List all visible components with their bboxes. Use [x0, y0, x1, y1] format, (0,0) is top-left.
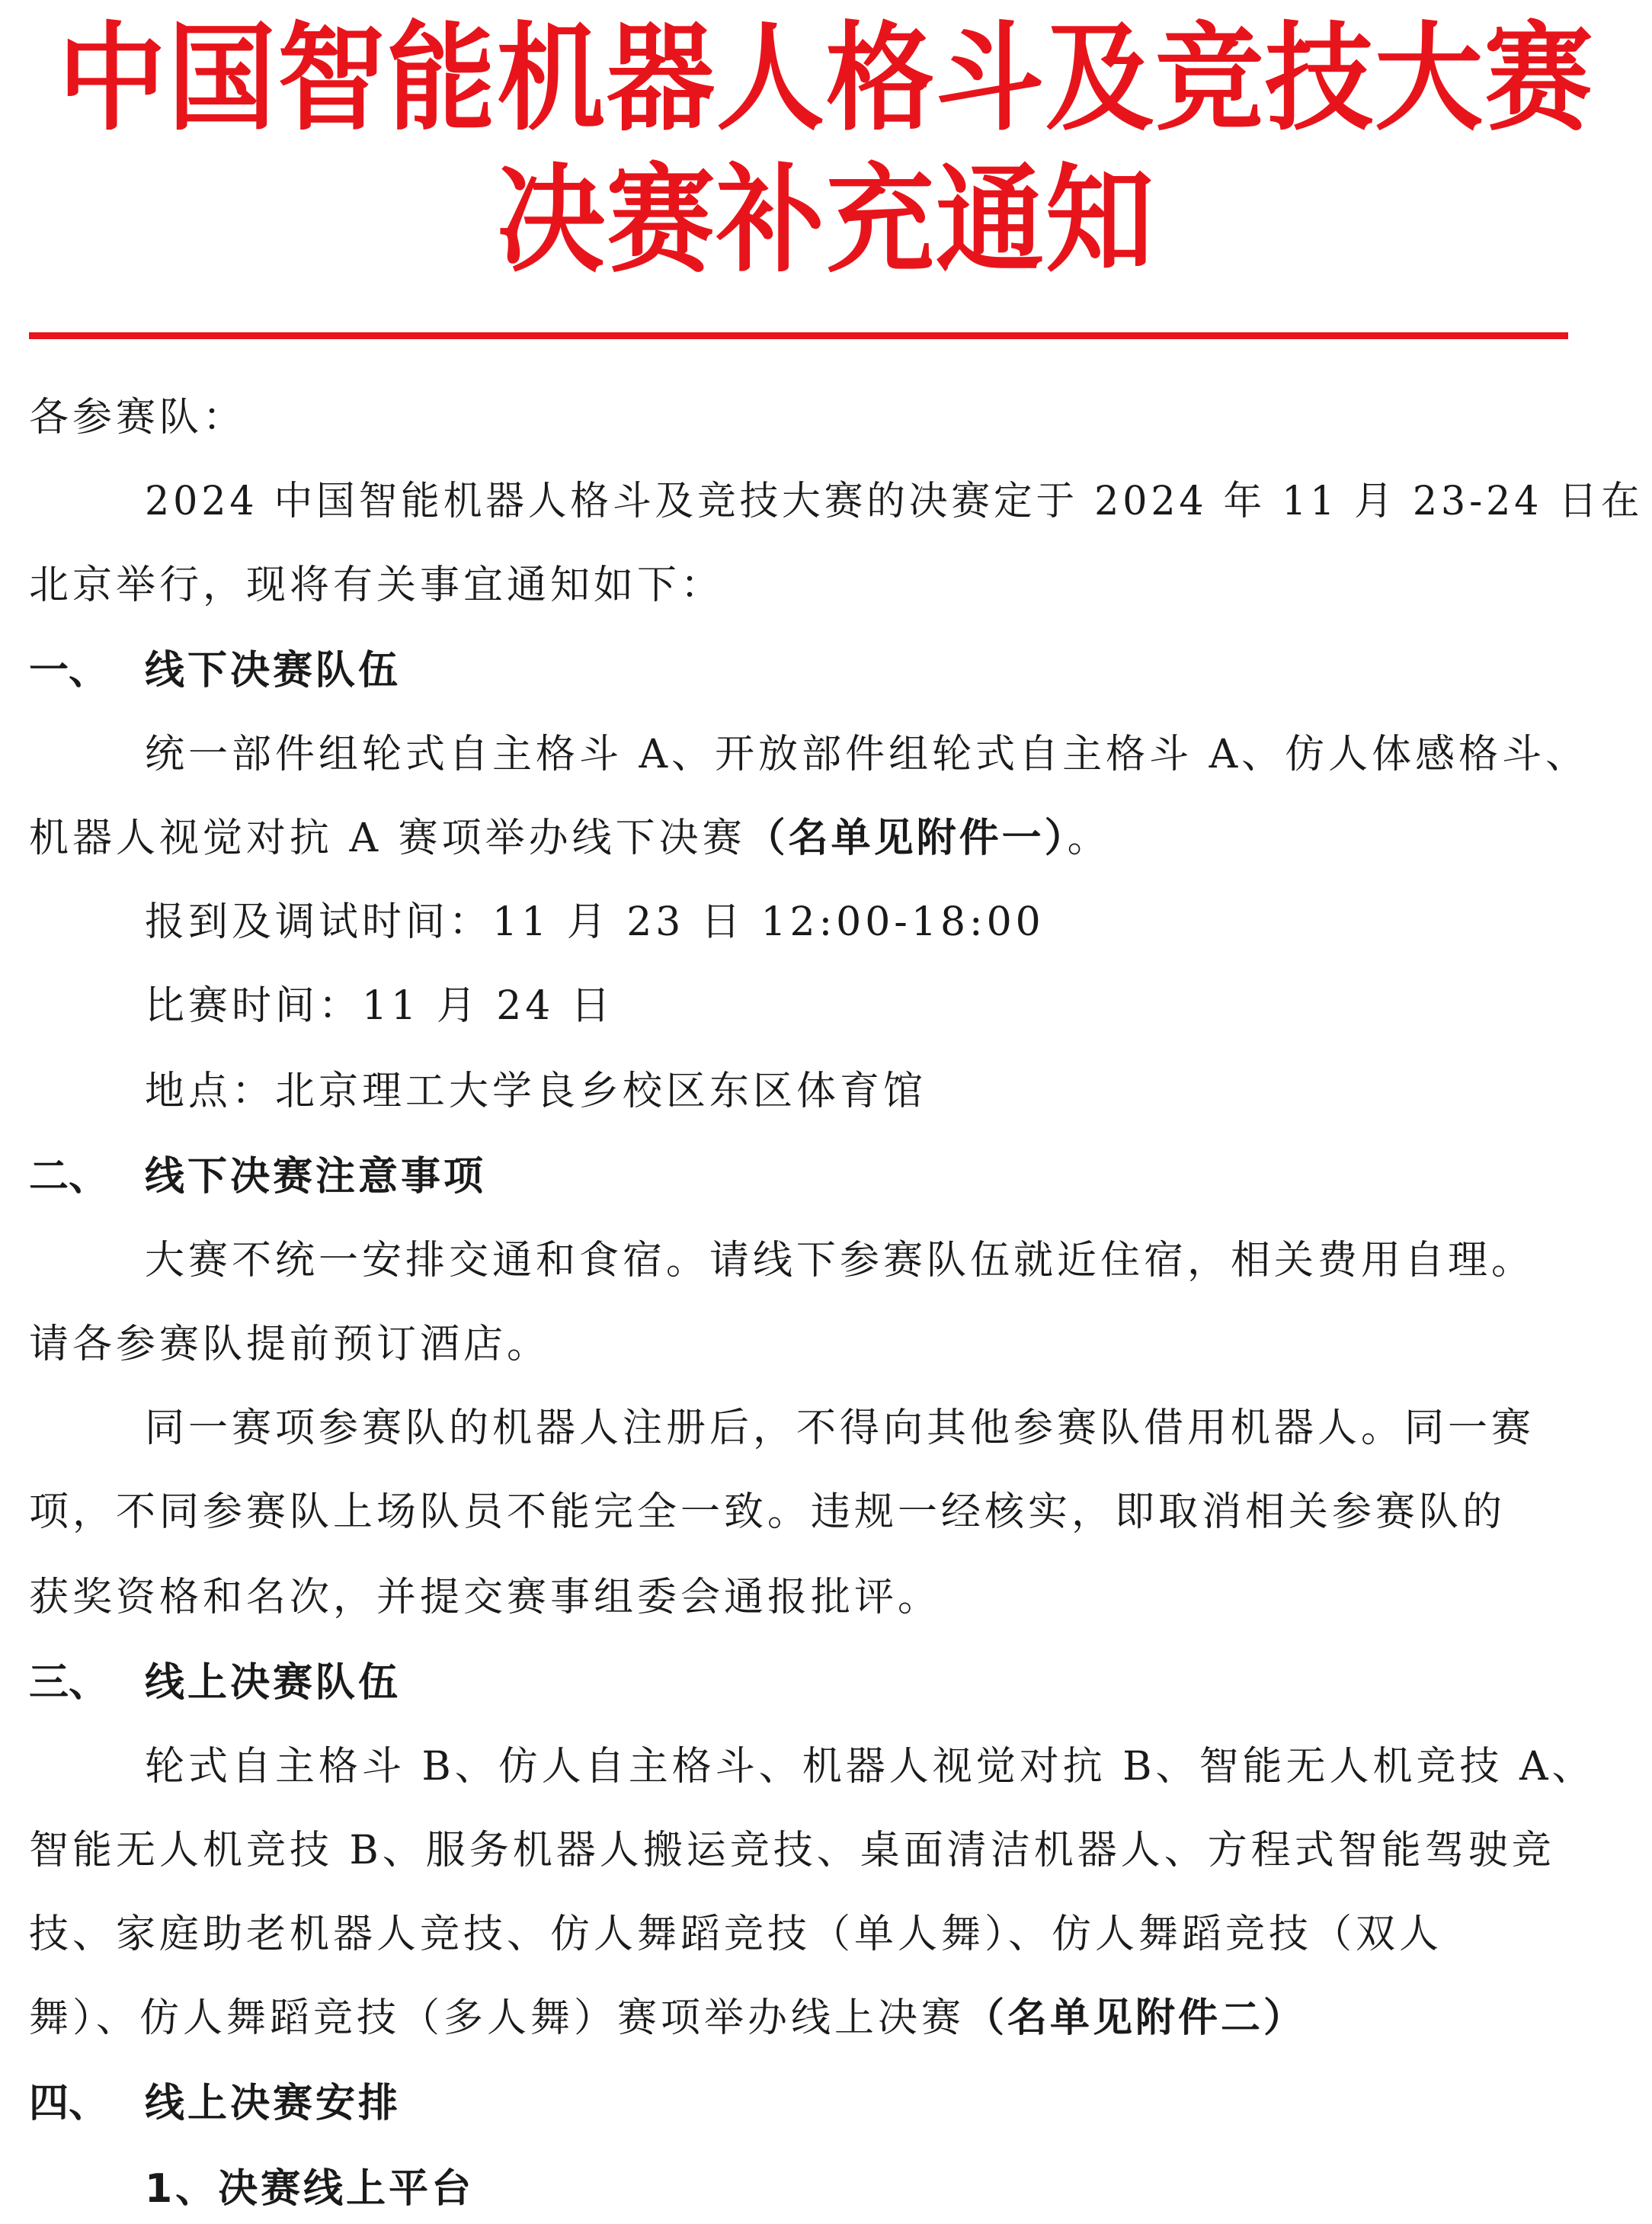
title-line-2: 决赛补充通知 — [497, 152, 1155, 289]
section-2-heading: 线下决赛注意事项 — [145, 1154, 487, 1200]
match-time: 比赛时间：11 月 24 日 — [145, 983, 614, 1029]
section-4-heading: 线上决赛安排 — [145, 2081, 402, 2126]
section-3-line-3: 技、家庭助老机器人竞技、仿人舞蹈竞技（单人舞）、仿人舞蹈竞技（双人 — [29, 1912, 1443, 1957]
title-divider — [29, 332, 1568, 339]
checkin-time: 报到及调试时间：11 月 23 日 12:00-18:00 — [145, 899, 1045, 945]
intro-line-2: 北京举行，现将有关事宜通知如下： — [29, 562, 725, 608]
section-2-number: 二、 — [29, 1154, 109, 1200]
venue: 地点：北京理工大学良乡校区东区体育馆 — [145, 1069, 927, 1114]
section-3-number: 三、 — [29, 1660, 109, 1706]
attachment-2-ref: （名单见附件二） — [965, 1995, 1307, 2041]
section-1-para-period: 。 — [1067, 816, 1111, 861]
section-3-line-4 — [29, 1994, 1306, 2043]
section-2-p2-line-2: 项，不同参赛队上场队员不能完全一致。违规一经核实，即取消相关参赛队的 — [29, 1489, 1506, 1535]
section-1-para-line-1: 统一部件组轮式自主格斗 A、开放部件组轮式自主格斗 A、仿人体感格斗、 — [145, 732, 1590, 777]
salutation: 各参赛队： — [29, 395, 247, 441]
section-4-subheading-1: 1、决赛线上平台 — [145, 2166, 475, 2212]
section-2-p2-line-1: 同一赛项参赛队的机器人注册后，不得向其他参赛队借用机器人。同一赛 — [145, 1405, 1535, 1451]
section-1-heading: 线下决赛队伍 — [145, 648, 402, 694]
section-1-para-line-2-text: 机器人视觉对抗 A 赛项举办线下决赛 — [29, 816, 746, 861]
section-2-p1-line-2: 请各参赛队提前预订酒店。 — [29, 1322, 551, 1367]
attachment-1-ref: （名单见附件一） — [745, 816, 1068, 861]
section-4-number: 四、 — [29, 2081, 109, 2126]
section-3-heading: 线上决赛队伍 — [145, 1660, 402, 1706]
section-2-p2-line-3: 获奖资格和名次，并提交赛事组委会通报批评。 — [29, 1575, 942, 1620]
section-3-line-1: 轮式自主格斗 B、仿人自主格斗、机器人视觉对抗 B、智能无人机竞技 A、 — [145, 1744, 1596, 1790]
section-2-p1-line-1: 大赛不统一安排交通和食宿。请线下参赛队伍就近住宿，相关费用自理。 — [145, 1238, 1535, 1283]
section-1-para-line-2 — [29, 814, 1111, 863]
intro-line-1: 2024 中国智能机器人格斗及竞技大赛的决赛定于 2024 年 11 月 23-24 日在 — [145, 479, 1644, 524]
title-line-1: 中国智能机器人格斗及竞技大赛 — [58, 11, 1594, 147]
section-1-number: 一、 — [29, 648, 109, 694]
section-3-line-2: 智能无人机竞技 B、服务机器人搬运竞技、桌面清洁机器人、方程式智能驾驶竞 — [29, 1828, 1555, 1873]
section-3-line-4-text: 舞）、仿人舞蹈竞技（多人舞）赛项举办线上决赛 — [29, 1995, 965, 2041]
